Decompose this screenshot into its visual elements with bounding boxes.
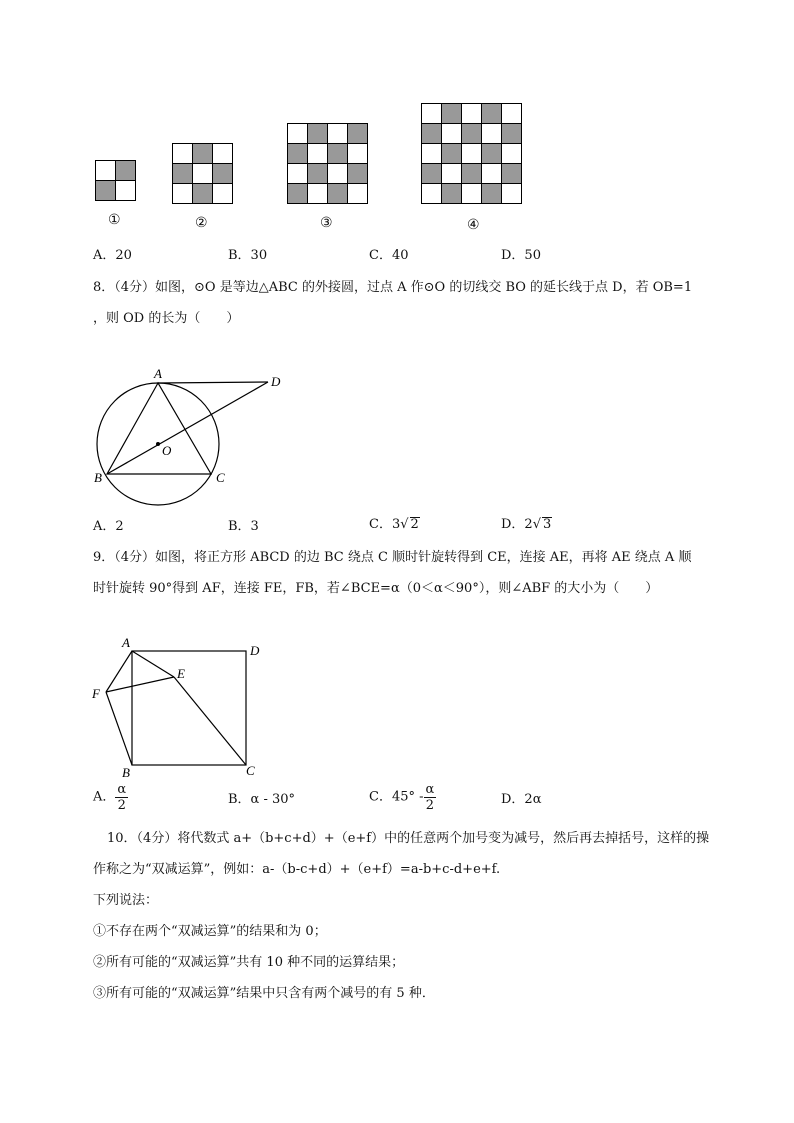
- q8-option-c-radicand: 2: [410, 517, 419, 532]
- q9-option-c: [369, 782, 436, 813]
- checker-cell: [213, 164, 233, 184]
- label-c: C: [246, 763, 255, 778]
- checker-cell: [173, 184, 193, 204]
- label-b: B: [122, 765, 130, 780]
- figure-caption-2: ②: [195, 215, 208, 231]
- segment-fe: [106, 677, 174, 692]
- label-f: F: [92, 686, 100, 701]
- checker-cell: [462, 164, 482, 184]
- checker-cell: [193, 164, 213, 184]
- checker-cell: [502, 104, 522, 124]
- checker-cell: [193, 144, 213, 164]
- square-abcd: [132, 651, 246, 765]
- checker-cell: [502, 184, 522, 204]
- q8-option-b: B．3: [228, 519, 259, 534]
- checker-cell: [442, 184, 462, 204]
- label-b: B: [94, 470, 102, 485]
- checker-cell: [442, 104, 462, 124]
- checker-cell: [482, 164, 502, 184]
- label-c: C: [216, 470, 225, 485]
- fraction-denominator: 2: [425, 798, 435, 813]
- q9-option-c-prefix: C．45° -: [369, 789, 424, 805]
- checker-cell: [348, 164, 368, 184]
- checker-cell: [462, 124, 482, 144]
- checker-cell: [422, 184, 442, 204]
- checker-cell: [442, 124, 462, 144]
- q10-stem-line-2: 作称之为“双减运算”，例如：a-（b-c+d）+（e+f）=a-b+c-d+e+f.: [93, 862, 501, 877]
- checker-cell: [462, 184, 482, 204]
- q9-square-rotation-diagram: [88, 636, 268, 781]
- checker-cell: [442, 164, 462, 184]
- checker-cell: [288, 124, 308, 144]
- q8-option-d-radicand: 3: [543, 517, 552, 532]
- checker-cell: [482, 184, 502, 204]
- checker-cell: [288, 164, 308, 184]
- checkerboard-figure-1: [95, 160, 137, 202]
- label-a: A: [154, 366, 162, 381]
- checker-cell: [482, 104, 502, 124]
- checker-cell: [422, 124, 442, 144]
- checker-cell: [328, 184, 348, 204]
- q7-option-b: B．30: [228, 248, 268, 263]
- q10-statement-3: ③所有可能的“双减运算”结果中只含有两个减号的有 5 种．: [93, 986, 435, 1001]
- label-o: O: [162, 443, 172, 458]
- checkerboard-figure-4: [421, 103, 523, 205]
- tangent-ad: [158, 382, 268, 383]
- checker-cell: [482, 124, 502, 144]
- checker-cell: [502, 164, 522, 184]
- checker-cell: [348, 144, 368, 164]
- q10-statements-heading: 下列说法：: [93, 893, 159, 908]
- fraction: [115, 782, 128, 813]
- checker-cell: [482, 144, 502, 164]
- q8-option-a: A．2: [93, 519, 124, 534]
- q8-option-d-prefix: D．2: [501, 517, 533, 532]
- checker-cell: [502, 144, 522, 164]
- checker-cell: [462, 144, 482, 164]
- checker-cell: [462, 104, 482, 124]
- figure-caption-4: ④: [467, 217, 480, 233]
- q10-stem-line-1: 10．（4分）将代数式 a+（b+c+d）+（e+f）中的任意两个加号变为减号，然后再去掉括号，这样的操: [107, 831, 710, 846]
- checker-cell: [213, 184, 233, 204]
- checker-cell: [328, 144, 348, 164]
- checker-cell: [193, 184, 213, 204]
- label-d: D: [250, 643, 260, 658]
- checker-cell: [308, 164, 328, 184]
- fraction-numerator: α: [425, 782, 435, 797]
- segment-af: [106, 651, 132, 692]
- checker-cell: [422, 164, 442, 184]
- figure-caption-3: ③: [320, 215, 333, 231]
- triangle-abc: [107, 383, 211, 474]
- checker-cell: [328, 164, 348, 184]
- checker-cell: [502, 124, 522, 144]
- checker-cell: [348, 124, 368, 144]
- checker-cell: [288, 144, 308, 164]
- segment-fb: [106, 692, 132, 765]
- q9-stem-line-2: 时针旋转 90°得到 AF，连接 FE，FB，若∠BCE=α（0＜α＜90°），则∠ABF 的大小为（ ）: [93, 581, 659, 596]
- q8-stem-line-1: 8．（4分）如图，⊙O 是等边△ABC 的外接圆，过点 A 作⊙O 的切线交 BO 的延长线于点 D，若 OB=1: [93, 280, 693, 295]
- segment-ce: [174, 677, 246, 765]
- q9-option-a: [93, 782, 128, 813]
- fraction: [424, 782, 437, 813]
- center-point-o: [156, 442, 160, 446]
- checker-cell: [348, 184, 368, 204]
- checker-cell: [442, 144, 462, 164]
- q10-statement-1: ①不存在两个“双减运算”的结果和为 0；: [93, 924, 327, 939]
- q7-option-d: D．50: [501, 248, 541, 263]
- q9-stem-line-1: 9．（4分）如图，将正方形 ABCD 的边 BC 绕点 C 顺时针旋转得到 CE，连接 AE，再将 AE 绕点 A 顺: [93, 550, 692, 565]
- label-e: E: [177, 666, 185, 681]
- sqrt-sign: √: [532, 517, 541, 532]
- label-a: A: [122, 635, 130, 650]
- checker-cell: [308, 124, 328, 144]
- checkerboard-figure-3: [287, 123, 369, 205]
- segment-ae: [132, 651, 174, 677]
- q10-statement-2: ②所有可能的“双减运算”共有 10 种不同的运算结果；: [93, 955, 405, 970]
- label-d: D: [271, 374, 281, 389]
- q9-option-b: B．α - 30°: [228, 792, 296, 807]
- checker-cell: [173, 164, 193, 184]
- checker-cell: [288, 184, 308, 204]
- checker-cell: [173, 144, 193, 164]
- q7-option-c: C．40: [369, 248, 409, 263]
- checker-cell: [308, 184, 328, 204]
- figure-caption-1: ①: [108, 212, 121, 228]
- checker-cell: [422, 144, 442, 164]
- checker-cell: [422, 104, 442, 124]
- checker-cell: [308, 144, 328, 164]
- sqrt-sign: √: [400, 517, 409, 532]
- q8-option-c: [369, 517, 420, 533]
- q7-option-a: A．20: [93, 248, 132, 263]
- checkerboard-figure-2: [172, 143, 234, 205]
- checker-cell: [213, 144, 233, 164]
- q8-stem-line-2: ，则 OD 的长为（ ）: [93, 311, 240, 326]
- fraction-numerator: α: [117, 782, 127, 797]
- q9-option-d: D．2α: [501, 792, 542, 807]
- fraction-denominator: 2: [117, 798, 126, 813]
- q8-option-c-prefix: C．3: [369, 517, 401, 532]
- q9-option-a-prefix: A．: [93, 789, 116, 805]
- q8-circle-triangle-diagram: [85, 362, 295, 492]
- checker-cell: [328, 124, 348, 144]
- line-bd: [107, 382, 268, 474]
- q8-option-d: [501, 517, 552, 533]
